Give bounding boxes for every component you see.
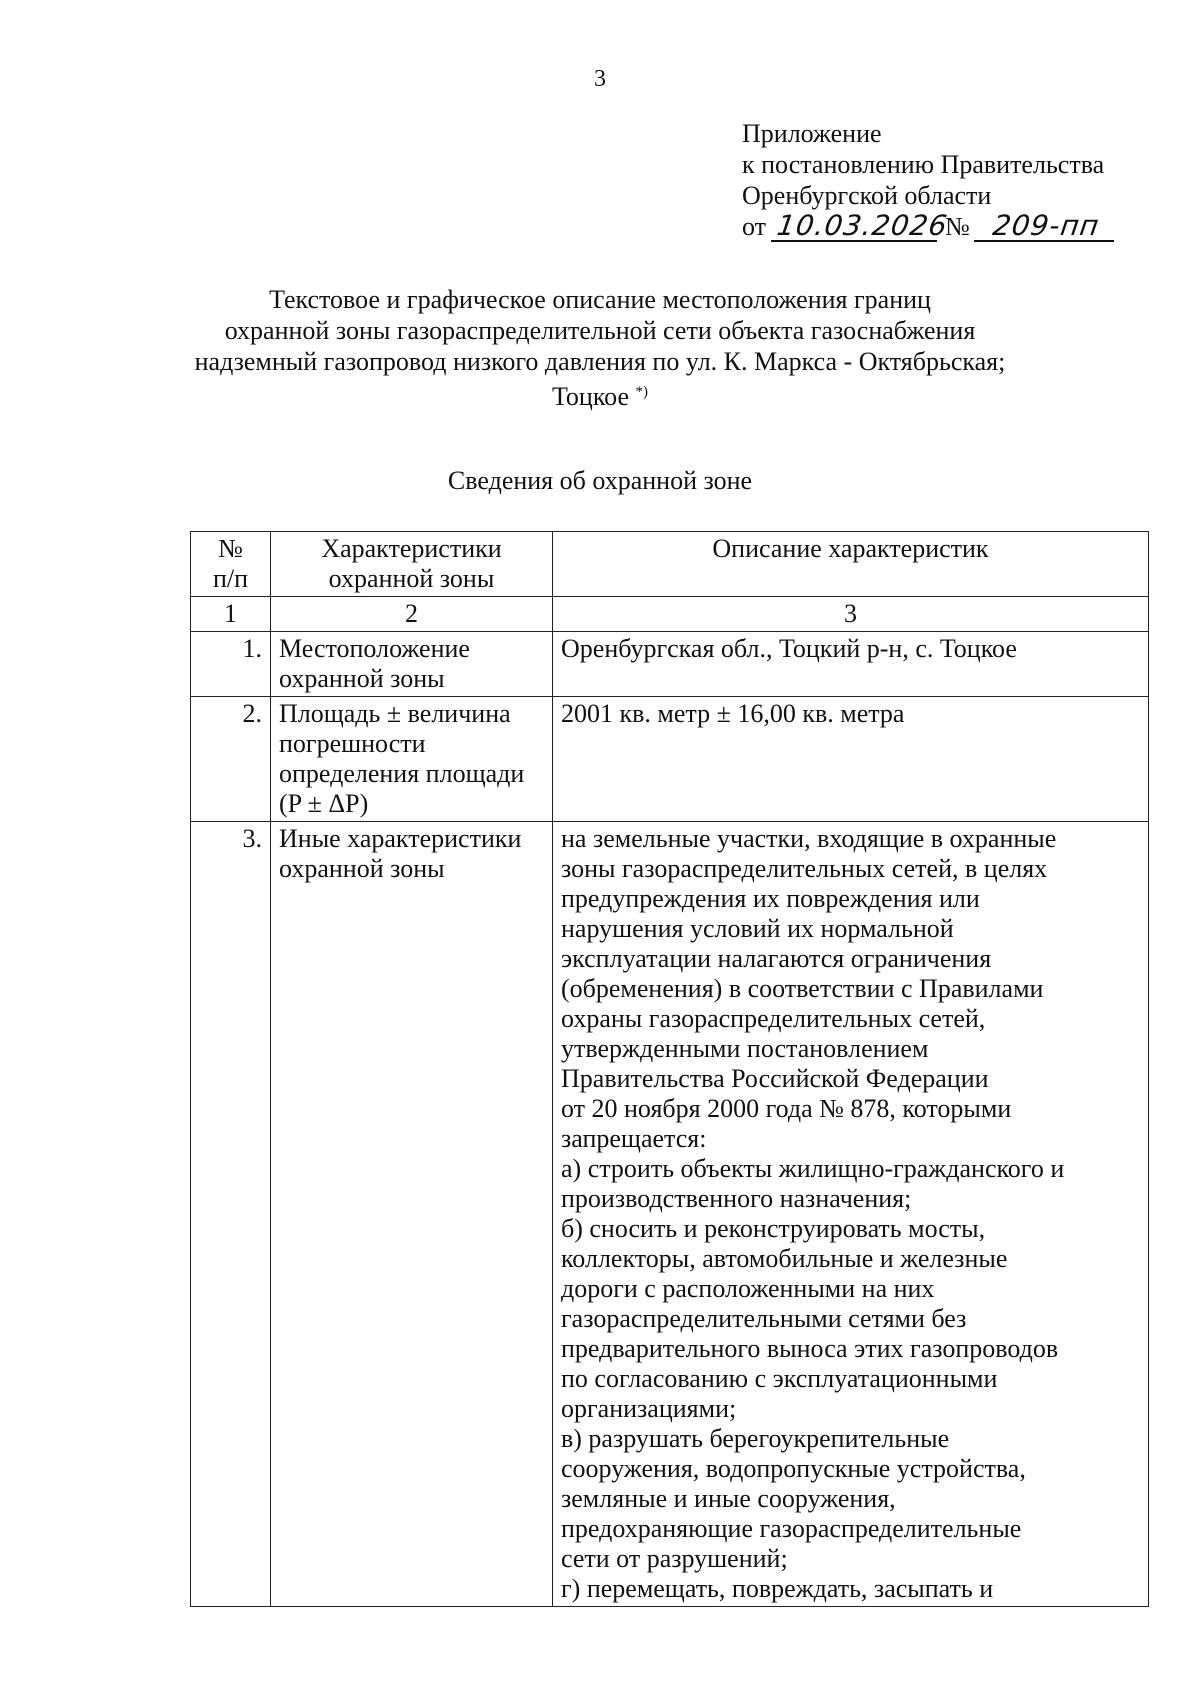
description-line: коллекторы, автомобильные и железные [561, 1244, 1008, 1273]
description-line: от 20 ноября 2000 года № 878, которыми [561, 1094, 1012, 1123]
description-line: предохраняющие газораспределительные [561, 1514, 1022, 1543]
title-line-1: Текстовое и графическое описание местоположения границ [269, 285, 931, 314]
description-line: г) перемещать, повреждать, засыпать и [561, 1574, 994, 1603]
appendix-title: Приложение [742, 119, 882, 148]
description-line: охраны газораспределительных сетей, [561, 1004, 986, 1033]
row-description [553, 822, 1149, 1607]
description-line: б) сносить и реконструировать мосты, [561, 1214, 986, 1243]
characteristic-line: Иные характеристики [279, 824, 522, 853]
section-subtitle: Сведения об охранной зоне [447, 466, 753, 495]
description-line: нарушения условий их нормальной [561, 914, 954, 943]
document-title [0, 284, 1200, 412]
row-number: 2. [191, 697, 271, 822]
description-line: производственного назначения; [561, 1184, 912, 1213]
row-number: 1. [191, 632, 271, 697]
row-characteristic [271, 697, 553, 822]
handwritten-date: 10.03.2026 [770, 212, 940, 242]
number-label: № [945, 212, 970, 241]
description-line: на земельные участки, входящие в охранные [561, 824, 1057, 853]
characteristic-line: Площадь ± величина [279, 699, 511, 728]
column-number-1: 1 [191, 597, 271, 632]
row-number: 3. [191, 822, 271, 1607]
title-line-4 [0, 377, 1200, 412]
characteristic-line: (P ± ΔP) [279, 789, 369, 818]
footnote-mark: *) [635, 384, 648, 400]
header-characteristic: Характеристики охранной зоны [271, 532, 553, 597]
description-line: земляные и иные сооружения, [561, 1484, 896, 1513]
description-line: (обременения) в соответствии с Правилами [561, 974, 1044, 1003]
zone-info-table [190, 531, 1149, 1607]
description-line: 2001 кв. метр ± 16,00 кв. метра [561, 699, 905, 728]
description-line: предупреждения их повреждения или [561, 884, 980, 913]
description-line: утвержденными постановлением [561, 1034, 929, 1063]
table-header-row [191, 532, 1149, 597]
appendix-order-line [742, 211, 1116, 242]
description-line: Оренбургская обл., Тоцкий р-н, с. Тоцкое [561, 634, 1017, 663]
row-description [553, 632, 1149, 697]
description-line: запрещается: [561, 1124, 707, 1153]
characteristic-line: охранной зоны [279, 664, 445, 693]
row-characteristic [271, 632, 553, 697]
appendix-block [742, 118, 1116, 242]
row-characteristic [271, 822, 553, 1607]
header-description: Описание характеристик [553, 532, 1149, 597]
description-line: по согласованию с эксплуатационными [561, 1364, 998, 1393]
table-row [191, 697, 1149, 822]
table-body [191, 632, 1149, 1607]
characteristic-line: погрешности [279, 729, 426, 758]
handwritten-number: 209-пп [974, 212, 1118, 242]
column-number-3: 3 [553, 597, 1149, 632]
title-place: Тоцкое [551, 382, 629, 411]
description-line: дороги с расположенными на них [561, 1274, 935, 1303]
description-line: а) строить объекты жилищно-гражданского и [561, 1154, 1065, 1183]
table-row [191, 632, 1149, 697]
appendix-resolution: к постановлению Правительства [742, 150, 1105, 179]
description-line: Правительства Российской Федерации [561, 1064, 989, 1093]
characteristic-line: охранной зоны [279, 854, 445, 883]
appendix-region: Оренбургской области [742, 181, 992, 210]
table-row [191, 822, 1149, 1607]
description-line: зоны газораспределительных сетей, в целях [561, 854, 1048, 883]
description-line: сети от разрушений; [561, 1544, 788, 1573]
title-line-2: охранной зоны газораспределительной сети объекта газоснабжения [224, 316, 976, 345]
column-number-2: 2 [271, 597, 553, 632]
column-number-row [191, 597, 1149, 632]
title-line-3: надземный газопровод низкого давления по ул. К. Маркса - Октябрьская; [194, 347, 1006, 376]
description-line: в) разрушать берегоукрепительные [561, 1424, 950, 1453]
description-line: эксплуатации налагаются ограничения [561, 944, 992, 973]
page-number: 3 [594, 66, 606, 92]
description-line: сооружения, водопропускные устройства, [561, 1454, 1026, 1483]
from-label: от [742, 212, 767, 241]
characteristic-line: Местоположение [279, 634, 470, 663]
description-line: организациями; [561, 1394, 737, 1423]
row-description [553, 697, 1149, 822]
characteristic-line: определения площади [279, 759, 525, 788]
header-number: № п/п [191, 532, 271, 597]
description-line: газораспределительными сетями без [561, 1304, 967, 1333]
description-line: предварительного выноса этих газопроводов [561, 1334, 1059, 1363]
